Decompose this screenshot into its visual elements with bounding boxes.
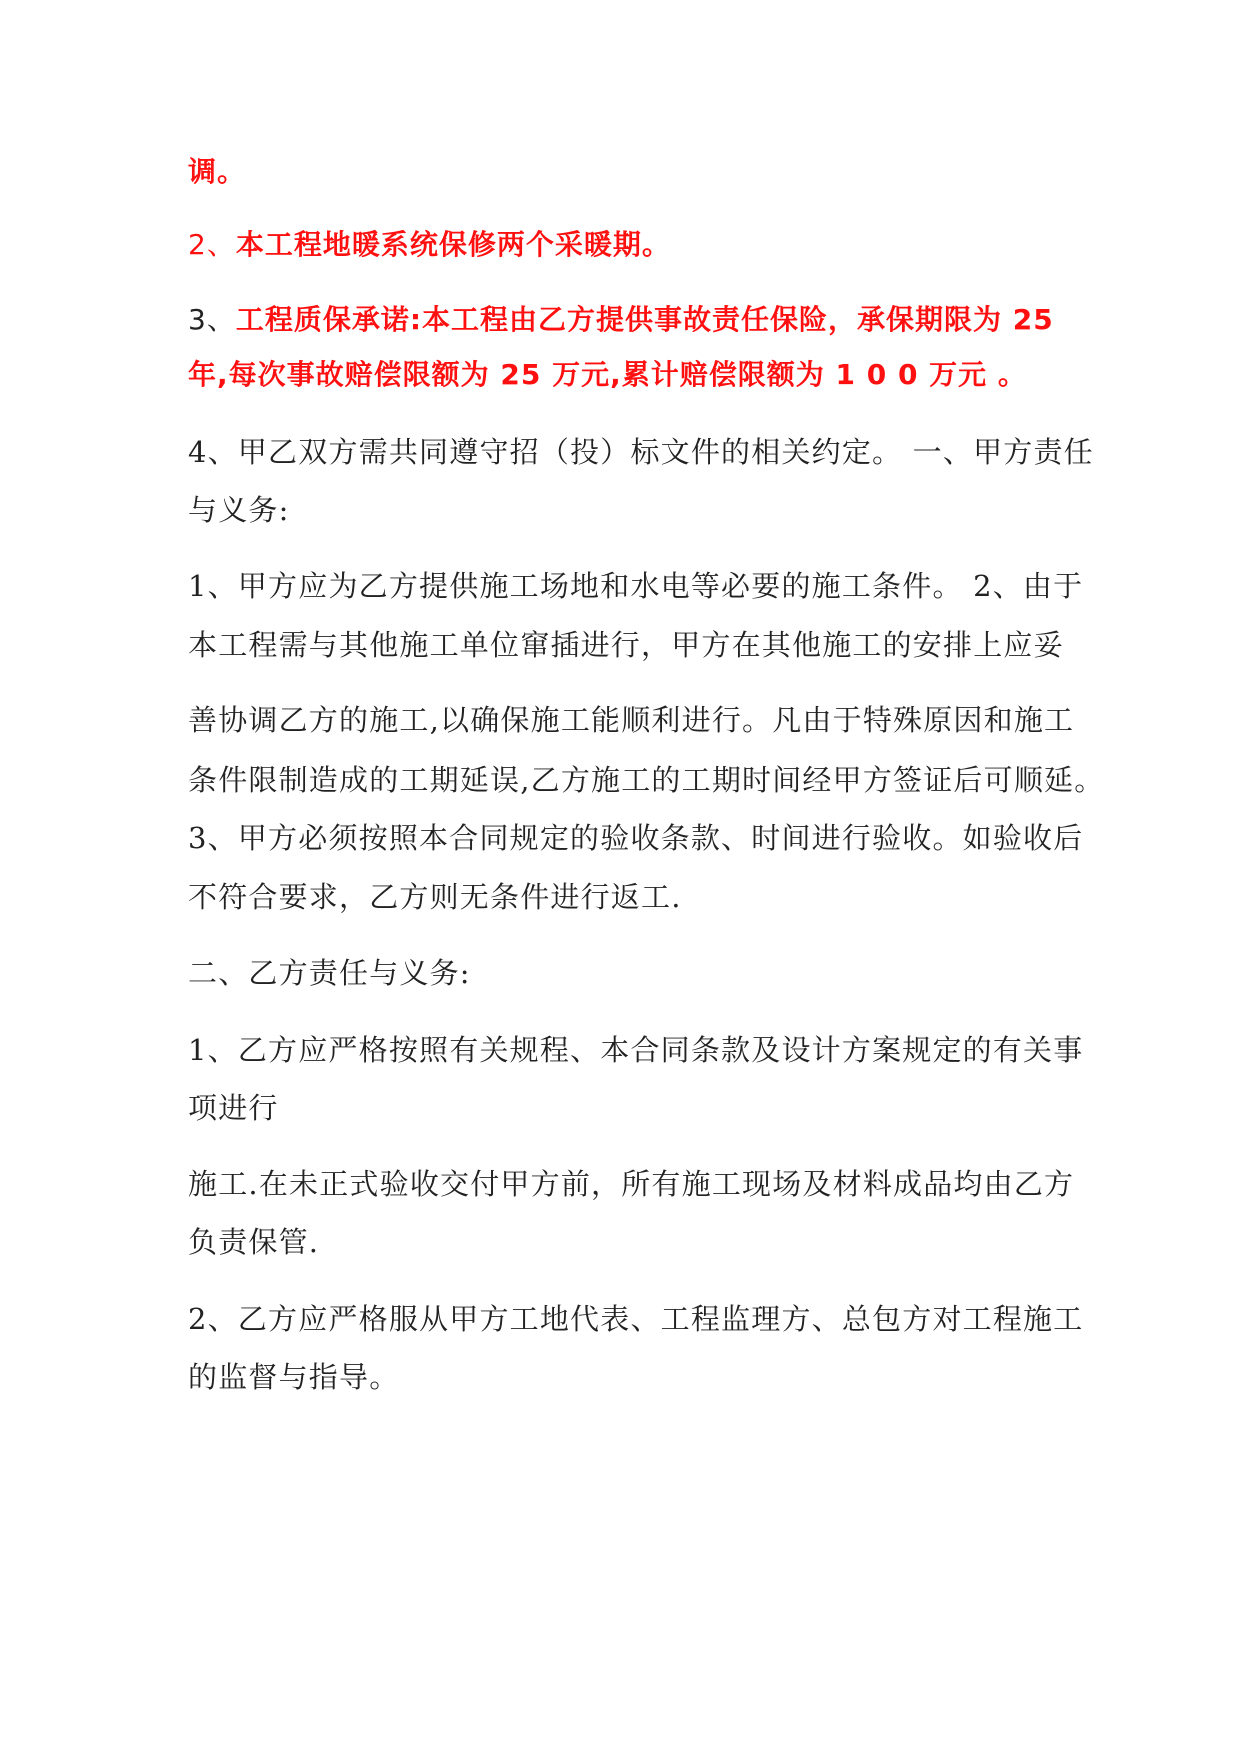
paragraph-line-6: 与义务: <box>188 493 290 527</box>
paragraph-line-3 <box>188 300 1054 340</box>
paragraph-line-10: 条件限制造成的工期延误,乙方施工的工期时间经甲方签证后可顺延。 <box>188 763 1105 797</box>
paragraph-line-13: 二、乙方责任与义务: <box>188 956 471 990</box>
item-number: 2、 <box>188 228 236 261</box>
paragraph-line-4: 年,每次事故赔偿限额为 25 万元,累计赔偿限额为 1 0 0 万元 。 <box>188 358 1027 391</box>
paragraph-line-16: 施工.在未正式验收交付甲方前，所有施工现场及材料成品均由乙方 <box>188 1167 1075 1201</box>
paragraph-line-12: 不符合要求，乙方则无条件进行返工. <box>188 880 682 914</box>
paragraph-line-9: 善协调乙方的施工,以确保施工能顺利进行。凡由于特殊原因和施工 <box>188 703 1075 737</box>
paragraph-line-1: 调。 <box>188 155 247 188</box>
line-text: 本工程地暖系统保修两个采暖期。 <box>235 228 671 261</box>
paragraph-line-2 <box>188 225 671 265</box>
paragraph-line-5: 4、甲乙双方需共同遵守招（投）标文件的相关约定。 一、甲方责任 <box>188 435 1094 469</box>
paragraph-line-18: 2、乙方应严格服从甲方工地代表、工程监理方、总包方对工程施工 <box>188 1302 1084 1336</box>
paragraph-line-15: 项进行 <box>188 1091 279 1125</box>
paragraph-line-11: 3、甲方必须按照本合同规定的验收条款、时间进行验收。如验收后 <box>188 821 1084 855</box>
paragraph-line-8: 本工程需与其他施工单位窜插进行，甲方在其他施工的安排上应妥 <box>188 628 1064 662</box>
paragraph-line-14: 1、乙方应严格按照有关规程、本合同条款及设计方案规定的有关事 <box>188 1033 1084 1067</box>
paragraph-line-7: 1、甲方应为乙方提供施工场地和水电等必要的施工条件。 2、由于 <box>188 569 1084 603</box>
item-number: 3、 <box>188 303 236 336</box>
line-text: 工程质保承诺:本工程由乙方提供事故责任保险，承保期限为 25 <box>235 303 1054 336</box>
paragraph-line-17: 负责保管. <box>188 1225 320 1259</box>
paragraph-line-19: 的监督与指导。 <box>188 1360 400 1394</box>
